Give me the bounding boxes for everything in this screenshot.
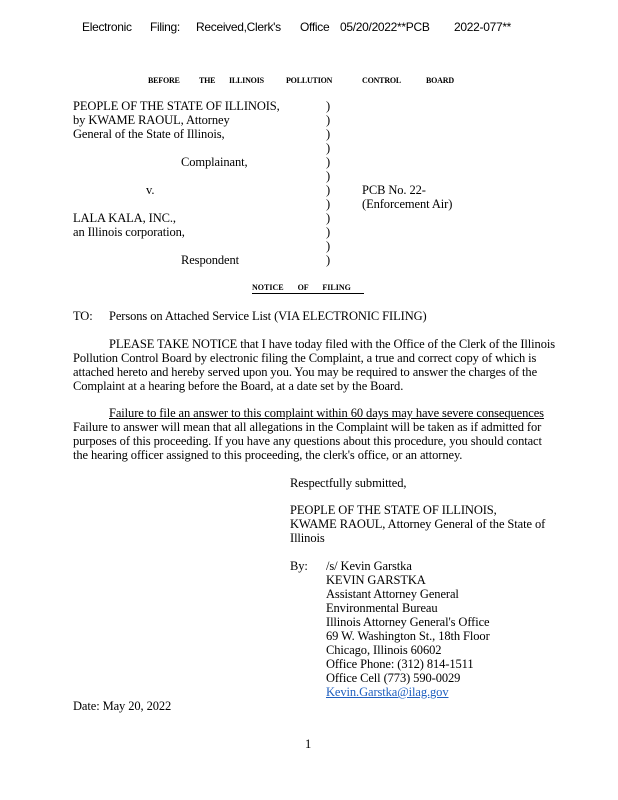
signature-line: KWAME RAOUL, Attorney General of the State of [290,517,546,531]
caption-paren: ) [326,141,331,155]
caption-paren: ) [326,127,331,141]
paragraph-line: purposes of this proceeding. If you have any questions about this procedure, you should contact [73,434,542,448]
defendant-line: LALA KALA, INC., [73,211,176,225]
caption-paren: ) [326,183,331,197]
page-number: 1 [305,737,312,751]
email-link[interactable]: Kevin.Garstka@ilag.gov [326,685,449,699]
stamp-word: Office [300,20,330,34]
paragraph-line: Pollution Control Board by electronic filing the Complaint, a true and correct copy of which is [73,351,537,365]
paragraph-line: Complaint at a hearing before the Board, at a date set by the Board. [73,379,404,393]
filing-date: Date: May 20, 2022 [73,699,172,713]
signer-line: Chicago, Illinois 60602 [326,643,442,657]
caption-paren: ) [326,211,331,225]
plaintiff-line: General of the State of Illinois, [73,127,225,141]
caption-paren: ) [326,239,331,253]
by-label: By: [290,559,308,573]
notice-title [252,283,364,294]
caption-paren: ) [326,113,331,127]
paragraph-line: the hearing officer assigned to this proceeding, the clerk's office, or an attorney. [73,448,463,462]
complainant-label: Complainant, [181,155,248,169]
caption-paren: ) [326,197,331,211]
caption-paren: ) [326,169,331,183]
caption-paren: ) [326,253,331,267]
case-type: (Enforcement Air) [362,197,453,211]
board-title-word: BOARD [426,76,454,85]
paragraph-line: PLEASE TAKE NOTICE that I have today filed with the Office of the Clerk of the Illinois [109,337,555,351]
notice-title-word: OF [297,283,309,292]
to-recipients: Persons on Attached Service List (VIA ELECTRONIC FILING) [109,309,427,323]
caption-paren: ) [326,225,331,239]
stamp-case: 2022-077** [454,20,512,34]
board-title-word: ILLINOIS [229,76,264,85]
signer-line: Office Cell (773) 590-0029 [326,671,461,685]
caption-paren: ) [326,99,331,113]
case-number: PCB No. 22- [362,183,426,197]
plaintiff-line: PEOPLE OF THE STATE OF ILLINOIS, [73,99,280,113]
signer-line: 69 W. Washington St., 18th Floor [326,629,490,643]
board-title-word: BEFORE [148,76,180,85]
board-title-word: CONTROL [362,76,402,85]
signer-line: /s/ Kevin Garstka [326,559,412,573]
signer-line: Office Phone: (312) 814-1511 [326,657,474,671]
notice-title-word: NOTICE [252,283,284,292]
paragraph-line: Failure to file an answer to this complaint within 60 days may have severe consequences [109,406,544,420]
paragraph-line: Failure to answer will mean that all allegations in the Complaint will be taken as if admitted for [73,420,542,434]
versus-label: v. [146,183,155,197]
respondent-label: Respondent [181,253,240,267]
notice-title-word: FILING [322,283,351,292]
stamp-word: Electronic [82,20,132,34]
signer-line: KEVIN GARSTKA [326,573,426,587]
paragraph-line: attached hereto and hereby served upon you. You may be required to answer the charges of the [73,365,538,379]
closing-text: Respectfully submitted, [290,476,407,490]
board-title-word: POLLUTION [286,76,333,85]
stamp-word: Filing: [150,20,180,34]
stamp-date: 05/20/2022**PCB [340,20,430,34]
signer-line: Environmental Bureau [326,601,438,615]
signer-line: Illinois Attorney General's Office [326,615,490,629]
caption-paren: ) [326,155,331,169]
plaintiff-line: by KWAME RAOUL, Attorney [73,113,230,127]
signature-line: Illinois [290,531,325,545]
board-title-word: THE [199,76,216,85]
signature-line: PEOPLE OF THE STATE OF ILLINOIS, [290,503,497,517]
stamp-word: Received,Clerk's [196,20,281,34]
signer-line: Assistant Attorney General [326,587,459,601]
defendant-line: an Illinois corporation, [73,225,185,239]
to-label: TO: [73,309,93,323]
